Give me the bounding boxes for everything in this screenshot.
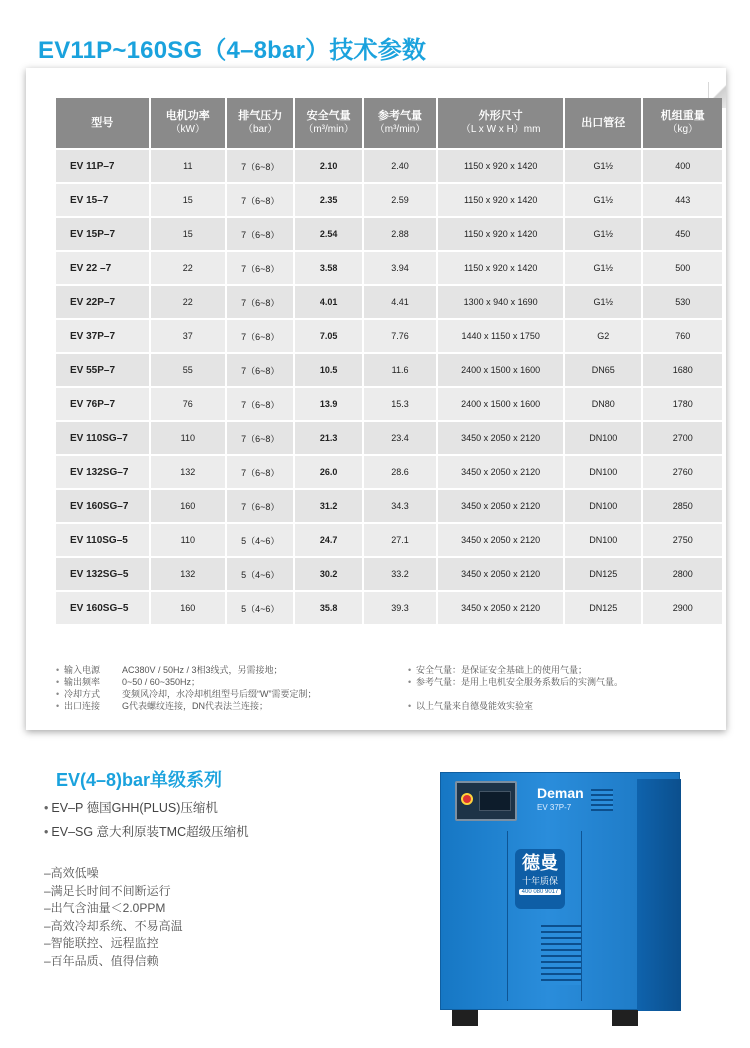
note-row: • 参考气量：是用上电机安全服务系数后的实测气量。 — [408, 677, 624, 687]
spec-card — [26, 68, 726, 730]
cell-weight: 1780 — [643, 388, 722, 420]
series-item: • EV–SG 意大利原装TMC超级压缩机 — [44, 825, 249, 839]
cell-model: EV 11P–7 — [56, 150, 149, 182]
feature-item: –高效低噪 — [44, 866, 99, 880]
cell-safe-flow: 3.58 — [295, 252, 361, 284]
table-row — [56, 490, 722, 522]
table-row — [56, 388, 722, 420]
cell-pressure: 7（6~8） — [227, 456, 293, 488]
cell-pressure: 5（4~6） — [227, 558, 293, 590]
cell-ref-flow: 2.59 — [364, 184, 436, 216]
cell-safe-flow: 30.2 — [295, 558, 361, 590]
note-row: • 出口连接 G代表螺纹连接，DN代表法兰连接； — [56, 701, 269, 711]
emergency-stop-icon — [461, 793, 473, 805]
table-row — [56, 184, 722, 216]
col-header-safe-flow: 安全气量 （m³/min） — [295, 98, 361, 148]
cell-weight: 2700 — [643, 422, 722, 454]
cell-model: EV 22 –7 — [56, 252, 149, 284]
cell-ref-flow: 2.88 — [364, 218, 436, 250]
feature-item: –出气含油量＜2.0PPM — [44, 901, 166, 915]
cell-motor-power: 22 — [151, 286, 225, 318]
table-row — [56, 150, 722, 182]
control-panel — [455, 781, 517, 821]
cell-weight: 400 — [643, 150, 722, 182]
cell-motor-power: 110 — [151, 524, 225, 556]
cell-safe-flow: 2.54 — [295, 218, 361, 250]
cell-outlet: DN100 — [565, 422, 641, 454]
cell-ref-flow: 11.6 — [364, 354, 436, 386]
cell-model: EV 15–7 — [56, 184, 149, 216]
cell-model: EV 76P–7 — [56, 388, 149, 420]
top-vent — [591, 789, 613, 811]
cell-safe-flow: 21.3 — [295, 422, 361, 454]
cell-model: EV 22P–7 — [56, 286, 149, 318]
machine-foot — [612, 1010, 638, 1026]
cell-model: EV 132SG–7 — [56, 456, 149, 488]
cell-outlet: DN80 — [565, 388, 641, 420]
col-header-outlet: 出口管径 — [565, 98, 641, 148]
cell-safe-flow: 7.05 — [295, 320, 361, 352]
cell-motor-power: 15 — [151, 218, 225, 250]
table-row — [56, 218, 722, 250]
cell-pressure: 7（6~8） — [227, 422, 293, 454]
col-header-model: 型号 — [56, 98, 149, 148]
cell-model: EV 15P–7 — [56, 218, 149, 250]
cell-ref-flow: 2.40 — [364, 150, 436, 182]
cell-model: EV 132SG–5 — [56, 558, 149, 590]
display-screen — [479, 791, 511, 811]
cell-weight: 530 — [643, 286, 722, 318]
cell-safe-flow: 10.5 — [295, 354, 361, 386]
cell-weight: 1680 — [643, 354, 722, 386]
cell-motor-power: 132 — [151, 558, 225, 590]
cell-outlet: DN100 — [565, 490, 641, 522]
cell-pressure: 7（6~8） — [227, 252, 293, 284]
cell-motor-power: 160 — [151, 592, 225, 624]
cell-pressure: 5（4~6） — [227, 524, 293, 556]
cell-ref-flow: 7.76 — [364, 320, 436, 352]
table-row — [56, 252, 722, 284]
table-row — [56, 592, 722, 624]
cell-weight: 2900 — [643, 592, 722, 624]
cell-outlet: G1½ — [565, 218, 641, 250]
compressor-body — [440, 772, 680, 1010]
cell-dimensions: 1150 x 920 x 1420 — [438, 150, 563, 182]
cell-pressure: 7（6~8） — [227, 388, 293, 420]
cell-weight: 760 — [643, 320, 722, 352]
cell-model: EV 55P–7 — [56, 354, 149, 386]
cell-outlet: DN100 — [565, 524, 641, 556]
note-row: • 输出频率 0~50 / 60~350Hz； — [56, 677, 201, 687]
cell-dimensions: 2400 x 1500 x 1600 — [438, 354, 563, 386]
cell-safe-flow: 2.35 — [295, 184, 361, 216]
cell-pressure: 7（6~8） — [227, 150, 293, 182]
cell-ref-flow: 27.1 — [364, 524, 436, 556]
col-header-ref-flow: 参考气量 （m³/min） — [364, 98, 436, 148]
cell-outlet: G1½ — [565, 150, 641, 182]
note-row: • 冷却方式 变频风冷却，水冷却机组型号后缀“W”需要定制； — [56, 689, 317, 699]
compressor-side — [637, 779, 681, 1011]
col-header-pressure: 排气压力 （bar） — [227, 98, 293, 148]
cell-outlet: G2 — [565, 320, 641, 352]
cell-pressure: 7（6~8） — [227, 184, 293, 216]
cell-outlet: G1½ — [565, 252, 641, 284]
cell-outlet: DN65 — [565, 354, 641, 386]
cell-weight: 443 — [643, 184, 722, 216]
feature-item: –高效冷却系统、不易高温 — [44, 918, 183, 933]
cell-ref-flow: 15.3 — [364, 388, 436, 420]
spec-table — [54, 96, 724, 626]
cell-motor-power: 55 — [151, 354, 225, 386]
table-row — [56, 286, 722, 318]
cell-safe-flow: 24.7 — [295, 524, 361, 556]
cell-dimensions: 2400 x 1500 x 1600 — [438, 388, 563, 420]
cell-ref-flow: 33.2 — [364, 558, 436, 590]
cell-pressure: 7（6~8） — [227, 490, 293, 522]
cell-dimensions: 3450 x 2050 x 2120 — [438, 456, 563, 488]
brand-logo: Deman — [537, 785, 584, 801]
section-title: EV(4–8)bar单级系列 — [56, 770, 223, 790]
col-header-dimensions: 外形尺寸 （L x W x H）mm — [438, 98, 563, 148]
cell-safe-flow: 4.01 — [295, 286, 361, 318]
note-row: • 安全气量：是保证安全基础上的使用气量； — [408, 665, 588, 675]
cell-weight: 500 — [643, 252, 722, 284]
cell-motor-power: 15 — [151, 184, 225, 216]
cell-weight: 2750 — [643, 524, 722, 556]
notes-left — [56, 664, 317, 712]
cell-outlet: DN100 — [565, 456, 641, 488]
cell-model: EV 160SG–5 — [56, 592, 149, 624]
notes-right — [408, 664, 623, 712]
cell-ref-flow: 34.3 — [364, 490, 436, 522]
cell-outlet: DN125 — [565, 558, 641, 590]
cell-pressure: 7（6~8） — [227, 354, 293, 386]
cell-safe-flow: 26.0 — [295, 456, 361, 488]
cell-dimensions: 1150 x 920 x 1420 — [438, 184, 563, 216]
cell-ref-flow: 28.6 — [364, 456, 436, 488]
cell-outlet: G1½ — [565, 184, 641, 216]
cell-dimensions: 3450 x 2050 x 2120 — [438, 558, 563, 590]
cell-pressure: 5（4~6） — [227, 592, 293, 624]
cell-model: EV 160SG–7 — [56, 490, 149, 522]
note-row: • 输入电源 AC380V / 50Hz / 3相3线式，另需接地； — [56, 665, 283, 675]
feature-item: –智能联控、远程监控 — [44, 936, 159, 950]
cell-dimensions: 3450 x 2050 x 2120 — [438, 490, 563, 522]
compressor-image — [440, 772, 690, 1034]
series-list — [44, 796, 249, 844]
spec-table-header-row — [56, 98, 722, 148]
table-row — [56, 320, 722, 352]
cell-dimensions: 3450 x 2050 x 2120 — [438, 422, 563, 454]
table-row — [56, 354, 722, 386]
note-row: • 以上气量来自德曼能效实验室 — [408, 701, 534, 711]
cell-ref-flow: 4.41 — [364, 286, 436, 318]
cell-ref-flow: 3.94 — [364, 252, 436, 284]
cell-dimensions: 1440 x 1150 x 1750 — [438, 320, 563, 352]
cell-outlet: DN125 — [565, 592, 641, 624]
feature-item: –满足长时间不间断运行 — [44, 883, 171, 898]
cell-weight: 2760 — [643, 456, 722, 488]
cell-pressure: 7（6~8） — [227, 218, 293, 250]
cell-safe-flow: 35.8 — [295, 592, 361, 624]
cell-model: EV 37P–7 — [56, 320, 149, 352]
cell-weight: 450 — [643, 218, 722, 250]
side-grille — [541, 925, 581, 985]
cell-safe-flow: 13.9 — [295, 388, 361, 420]
cell-dimensions: 3450 x 2050 x 2120 — [438, 524, 563, 556]
feature-list — [44, 865, 183, 970]
col-header-weight: 机组重量 （kg） — [643, 98, 722, 148]
series-item: • EV–P 德国GHH(PLUS)压缩机 — [44, 801, 218, 815]
spec-table-body — [56, 150, 722, 624]
model-tag: EV 37P-7 — [537, 803, 572, 812]
cell-model: EV 110SG–7 — [56, 422, 149, 454]
cell-motor-power: 22 — [151, 252, 225, 284]
table-row — [56, 524, 722, 556]
cell-ref-flow: 39.3 — [364, 592, 436, 624]
machine-foot — [452, 1010, 478, 1026]
cell-motor-power: 160 — [151, 490, 225, 522]
feature-item: –百年品质、值得信赖 — [44, 953, 159, 968]
cell-dimensions: 3450 x 2050 x 2120 — [438, 592, 563, 624]
table-row — [56, 422, 722, 454]
cell-motor-power: 11 — [151, 150, 225, 182]
cell-safe-flow: 31.2 — [295, 490, 361, 522]
cell-ref-flow: 23.4 — [364, 422, 436, 454]
cell-motor-power: 132 — [151, 456, 225, 488]
col-header-motor-power: 电机功率 （kW） — [151, 98, 225, 148]
table-row — [56, 456, 722, 488]
cell-safe-flow: 2.10 — [295, 150, 361, 182]
cell-motor-power: 37 — [151, 320, 225, 352]
cell-dimensions: 1150 x 920 x 1420 — [438, 252, 563, 284]
warranty-badge: 德曼 十年质保 400 080 9017 — [515, 849, 565, 909]
cell-motor-power: 76 — [151, 388, 225, 420]
cell-motor-power: 110 — [151, 422, 225, 454]
cell-pressure: 7（6~8） — [227, 286, 293, 318]
cell-dimensions: 1300 x 940 x 1690 — [438, 286, 563, 318]
cell-weight: 2800 — [643, 558, 722, 590]
cell-weight: 2850 — [643, 490, 722, 522]
cell-pressure: 7（6~8） — [227, 320, 293, 352]
cell-dimensions: 1150 x 920 x 1420 — [438, 218, 563, 250]
cell-model: EV 110SG–5 — [56, 524, 149, 556]
page-title: EV11P~160SG（4–8bar）技术参数 — [38, 37, 427, 64]
table-row — [56, 558, 722, 590]
cell-outlet: G1½ — [565, 286, 641, 318]
